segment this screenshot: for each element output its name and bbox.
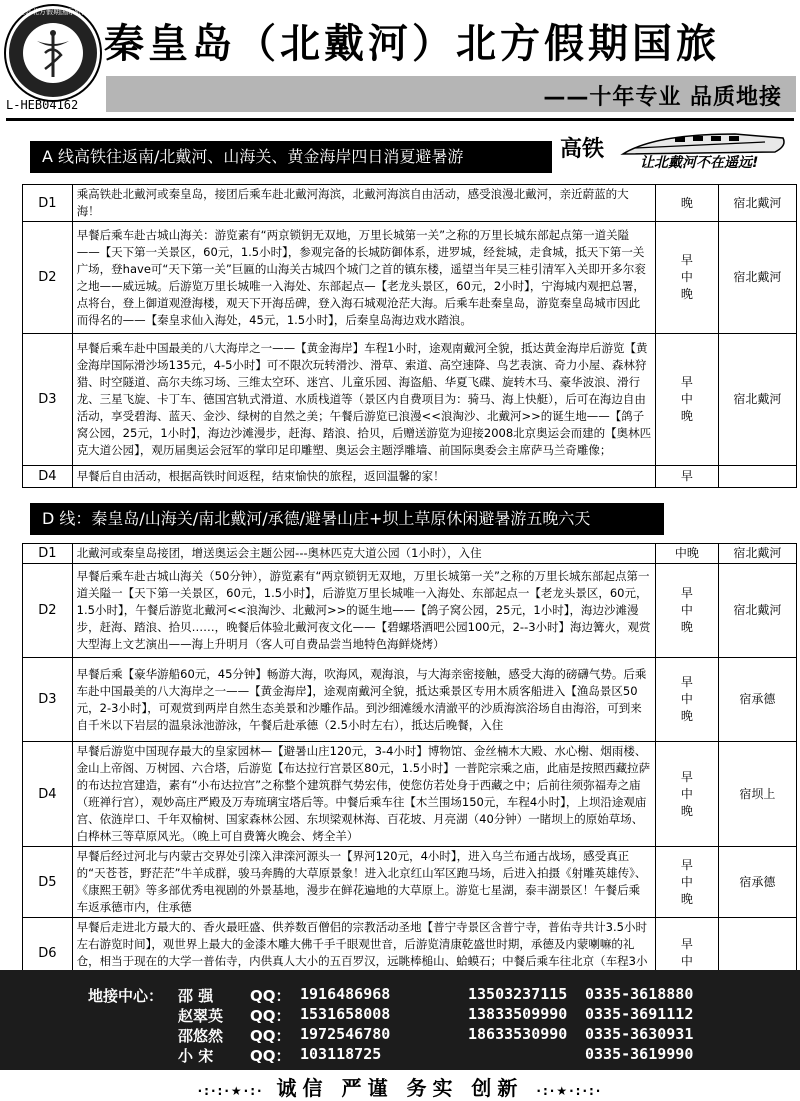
contact-qq: 1916486968 bbox=[300, 985, 391, 1003]
day-label: D3 bbox=[23, 658, 73, 742]
day-description: 早餐后乘车赴古城山海关：游览素有“两京锁钥无双地，万里长城第一关”之称的万里长城东部起点第一道关隘——【天下第一关景区，60元，1.5小时】，参观完备的长城防御体系，进罗城，经瓮城，走食城，抵天下第一关广场，登have可“天下第一关”巨匾的山海关古城四个城门之首的镇东楼，遥望当年吴三桂引清军入关即开多尔衮之地——威远城。后游览万里长城唯一入海处、东部起点—【老龙头景区，60元，2小时】，宁海城内观把总署，点将台，登上御道观澄海楼，观天下开海岳碑，登入海石城观沧茫大海。后乘车赴秦皇岛，游览秦皇岛城市因此而得名的——【秦皇求仙入海处，45元，1.5小时】，后秦皇岛海边戏水踏浪。 bbox=[72, 222, 655, 334]
stay-info bbox=[718, 466, 796, 488]
table-row bbox=[23, 658, 797, 742]
contact-qq: 103118725 bbox=[300, 1045, 382, 1063]
table-row bbox=[23, 847, 797, 918]
stay-info: 宿承德 bbox=[718, 847, 796, 918]
meal-info: 早 中 晚 bbox=[656, 742, 718, 847]
day-description: 早餐后走进北方最大的、香火最旺盛、供养数百僧侣的宗教活动圣地【普宁寺景区含普宁寺，普佑寺共计3.5小时左右游览时间】，观世界上最大的金漆木雕大佛千手千眼观世音，后游览清康乾盛世时期，承德及内蒙喇嘛的礼仓，相当于现在的大学一普佑寺，内供真人大小的五百罗汉，远眺棒槌山、蛤蟆石；中餐后乘车往北京（车程3小 bbox=[72, 918, 656, 989]
decorative-stars-left: ·:·:·★·:· bbox=[197, 1084, 264, 1098]
day-description: 早餐后乘【豪华游船60元，45分钟】畅游大海，吹海风，观海浪，与大海亲密接触，感受大海的磅礴气势。后乘车赴中国最美的八大海岸之一——【黄金海岸】，途观南戴河全貌，抵达乘景区专用木质客船进入【渔岛景区50元，2-3小时】，可观赏到两岸自然生态美景和沙雕作品。到沙细滩缓水清澈平的沙质海滨浴场自由海浴，可到来自千米以下岩层的温泉泳池游泳，午餐后赴承德（2.5小时左右），抵达后晚餐，入住 bbox=[72, 658, 656, 742]
stay-info: 宿坝上 bbox=[718, 742, 796, 847]
rail-tagline: 让北戴河不在遥远! bbox=[640, 155, 759, 171]
logo-ring-text: 秦皇岛北方假期国际旅行社 bbox=[11, 8, 95, 16]
day-label: D3 bbox=[23, 334, 73, 466]
stay-info: 宿北戴河 bbox=[718, 185, 796, 222]
day-label: D4 bbox=[23, 742, 73, 847]
contact-mobile: 13503237115 bbox=[468, 985, 568, 1003]
meal-info: 晚 bbox=[656, 185, 718, 222]
day-description: 早餐后经过河北与内蒙古交界处引滦入津滦河源头一【界河120元，4小时】，进入乌兰布通古战场，感受真正的“天苍苍，野茫茫”牛羊成群，骏马奔腾的大草原景象！进入北京红山军区跑马场，后进入拍摄《射雕英雄传》、《康熙王朝》等多部优秀电视剧的外景基地，漫步在鲜花遍地的大草原上。游览七星湖，泰丰湖景区！午餐后乘车返承德市内，住承德 bbox=[72, 847, 656, 918]
contact-center-label: 地接中心： bbox=[88, 987, 164, 1005]
stay-info: 宿北戴河 bbox=[718, 564, 796, 658]
contact-tel: 0335-3619990 bbox=[585, 1045, 694, 1063]
contact-tel: 0335-3691112 bbox=[585, 1005, 694, 1023]
day-label: D1 bbox=[23, 544, 73, 564]
stay-info: 宿北戴河 bbox=[718, 334, 796, 466]
stay-info: 宿北戴河 bbox=[718, 544, 796, 564]
day-label: D4 bbox=[23, 466, 73, 488]
day-label: D2 bbox=[23, 564, 73, 658]
license-number: L-HEB04162 bbox=[6, 98, 79, 112]
route-a-itinerary-table bbox=[22, 184, 797, 488]
contact-name: 邵悠然 bbox=[178, 1027, 224, 1045]
header-divider bbox=[6, 118, 794, 121]
meal-info: 早 中 晚 bbox=[656, 658, 718, 742]
day-description: 早餐后乘车赴中国最美的八大海岸之一——【黄金海岸】车程1小时，途观南戴河全貌，抵达黄金海岸后游览【黄金海岸国际滑沙场135元，4-5小时】可不限次玩转滑沙、滑草、索道、高空速降、鸟艺表演、奇力小屋、森林狩猎、时空隧道、高尔夫练习场、三维太空环、迷宫、儿童乐园、海盗船、华夏飞碟、旋转木马、豪华波浪、滑行龙、三星飞旋、卡丁车、德国宫轨式滑道、水质栈道等（景区内自费项目为：骑马、海上快艇），后可在海边自由活动，享受碧海、蓝天、金沙、绿树的自然之美；午餐后游览已浪漫<<浪淘沙、北戴河>>的诞生地——【鸽子窝公园，25元，1小时】，海边沙滩漫步，赶海、踏浪、拾贝，后赠送游览为迎接2008北京奥运会而建的【奥林匹克大道公园】，观历届奥运会冠军的掌印足印雕塑、奥运会主题浮雕墙、前国际奥委会主席萨马兰奇雕像； bbox=[72, 334, 655, 466]
company-logo bbox=[6, 6, 100, 100]
table-row bbox=[23, 466, 797, 488]
contact-name: 赵翠英 bbox=[178, 1007, 224, 1025]
route-d-banner: D 线：秦皇岛/山海关/南北戴河/承德/避暑山庄+坝上草原休闲避暑游五晚六天 bbox=[30, 503, 664, 535]
meal-info: 早 bbox=[656, 466, 718, 488]
high-speed-rail-label: 高铁 bbox=[560, 137, 605, 162]
decorative-stars-right: ·:·★·:·:· bbox=[536, 1084, 603, 1098]
table-row bbox=[23, 334, 797, 466]
qq-label: QQ： bbox=[250, 987, 291, 1005]
contact-tel: 0335-3630931 bbox=[585, 1025, 694, 1043]
contact-qq: 1531658008 bbox=[300, 1005, 391, 1023]
contact-mobile: 18633530990 bbox=[468, 1025, 568, 1043]
table-row bbox=[23, 185, 797, 222]
route-a-banner: A 线高铁往返南/北戴河、山海关、黄金海岸四日消夏避暑游 bbox=[30, 141, 552, 173]
meal-info: 早 中 晚 bbox=[656, 222, 718, 334]
qq-label: QQ： bbox=[250, 1007, 291, 1025]
day-label: D2 bbox=[23, 222, 73, 334]
qq-label: QQ： bbox=[250, 1027, 291, 1045]
meal-info: 中晚 bbox=[656, 544, 718, 564]
day-label: D5 bbox=[23, 847, 73, 918]
table-row bbox=[23, 564, 797, 658]
contact-tel: 0335-3618880 bbox=[585, 985, 694, 1003]
day-label: D6 bbox=[23, 918, 73, 989]
day-description: 早餐后自由活动，根据高铁时间返程，结束愉快的旅程，返回温馨的家！ bbox=[72, 466, 655, 488]
stay-info: 宿北戴河 bbox=[718, 222, 796, 334]
table-row bbox=[23, 222, 797, 334]
route-d-itinerary-table bbox=[22, 543, 797, 989]
day-description: 乘高铁赴北戴河或秦皇岛，接团后乘车赴北戴河海滨，北戴河海滨自由活动，感受浪漫北戴河，亲近蔚蓝的大海！ bbox=[72, 185, 655, 222]
contact-qq: 1972546780 bbox=[300, 1025, 391, 1043]
company-motto bbox=[0, 1072, 800, 1101]
page-title: 秦皇岛（北戴河）北方假期国旅 bbox=[104, 21, 720, 67]
table-row bbox=[23, 742, 797, 847]
motto-text: 诚信 严谨 务实 创新 bbox=[276, 1076, 524, 1100]
meal-info: 早 中 bbox=[656, 918, 718, 989]
meal-info: 早 中 晚 bbox=[656, 564, 718, 658]
slogan-text: ——十年专业 品质地接 bbox=[543, 85, 782, 110]
contact-name: 邵 强 bbox=[178, 987, 214, 1005]
meal-info: 早 中 晚 bbox=[656, 847, 718, 918]
stay-info: 宿承德 bbox=[718, 658, 796, 742]
contact-name: 小 宋 bbox=[178, 1047, 214, 1065]
day-description: 早餐后乘车赴古城山海关（50分钟），游览素有“两京锁钥无双地，万里长城第一关”之称的万里长城东部起点第一道关隘一【天下第一关景区，60元，1.5小时】，后游览万里长城唯一入海处、东部起点一【老龙头景区，60元，1.5小时】，午餐后游览北戴河<<浪淘沙、北戴河>>的诞生地——【鸽子窝公园，25元，1小时】，海边沙滩漫步，赶海、踏浪、拾贝……，晚餐后体验北戴河夜文化——【碧螺塔酒吧公园100元，2--3小时】海边篝火，观赏大型海上文艺演出——海上升明月（客人可自费品尝当地特色海鲜烧烤） bbox=[72, 564, 656, 658]
meal-info: 早 中 晚 bbox=[656, 334, 718, 466]
day-label: D1 bbox=[23, 185, 73, 222]
day-description: 北戴河或秦皇岛接团，增送奥运会主题公园---奥林匹克大道公园（1小时），入住 bbox=[72, 544, 656, 564]
caduceus-icon bbox=[23, 23, 83, 83]
table-row bbox=[23, 544, 797, 564]
qq-label: QQ： bbox=[250, 1047, 291, 1065]
contact-mobile: 13833509990 bbox=[468, 1005, 568, 1023]
day-description: 早餐后游览中国现存最大的皇家园林—【避暑山庄120元，3-4小时】博物馆、金丝楠木大殿、水心榭、烟雨楼、金山上帝阁、万树园、六合塔，后游览【布达拉行宫景区80元，1.5小时】一普陀宗乘之庙，此庙是按照西藏拉萨的布达拉宫建造，素有“小布达拉宫”之称整个建筑群气势宏伟，使您仿若处身于西藏之中；后前往须弥福寿之庙（班禅行宫），观妙高庄严殿及万寿琉璃宝塔后等。中餐后乘车往【木兰围场150元，车程4小时】，上坝沿途观庙宫、依涟岸口、千年双榆树、国家森林公园、东坝梁观林海、百花坡、月亮湖（40分钟）一睹坝上的原始草场、白桦林三等草原风光。（晚上可自费篝火晚会、烤全羊） bbox=[72, 742, 656, 847]
logo-emblem bbox=[23, 23, 83, 83]
